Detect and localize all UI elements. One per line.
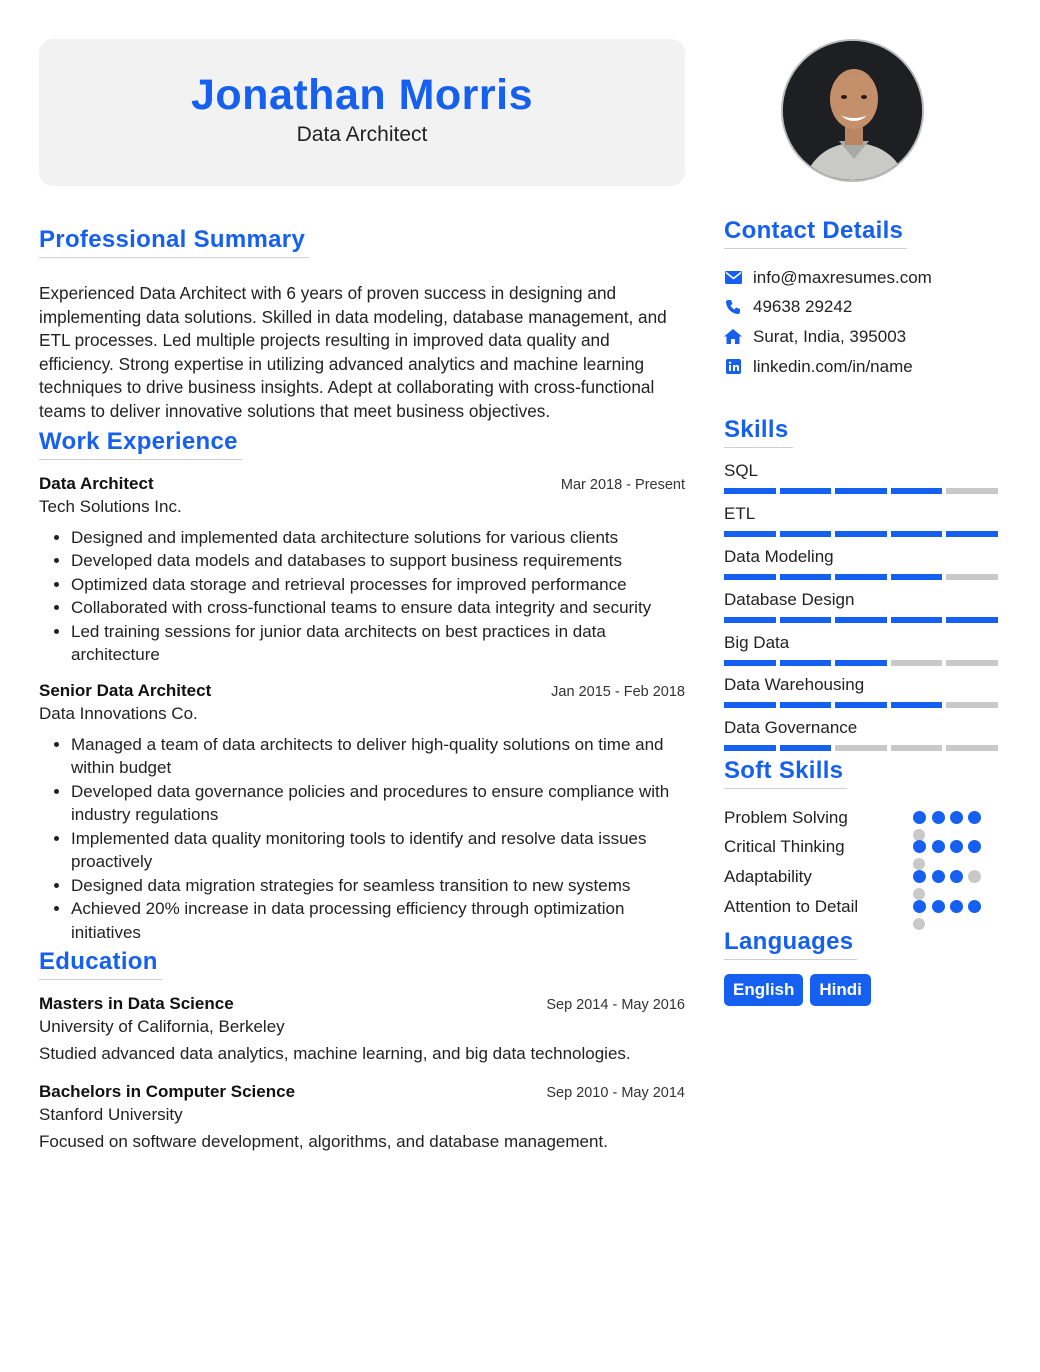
job-entry <box>39 681 685 945</box>
sidebar-column <box>724 39 1000 1006</box>
job-role: Senior Data Architect <box>39 680 212 700</box>
job-bullet: • Designed and implemented data architecture solutions for various clients <box>71 526 685 550</box>
job-bullet: • Designed data migration strategies for seamless transition to new systems <box>71 874 685 898</box>
skill-bar-segment-filled <box>946 531 998 537</box>
candidate-title: Data Architect <box>296 123 428 146</box>
skill-bar-segment-filled <box>780 745 832 751</box>
soft-skill-item <box>724 833 1000 863</box>
job-bullet: • Collaborated with cross-functional teams to ensure data integrity and security <box>71 596 685 620</box>
envelope-icon <box>724 269 742 287</box>
rating-dot-filled <box>968 900 981 913</box>
skill-bar-segment-filled <box>780 702 832 708</box>
job-dates: Jan 2015 - Feb 2018 <box>551 683 685 700</box>
skill-bar-segment-filled <box>724 488 776 494</box>
languages-heading: Languages <box>724 928 857 960</box>
job-bullet: • Developed data models and databases to support business requirements <box>71 549 685 573</box>
skill-item <box>724 589 1000 632</box>
summary-section <box>39 226 685 424</box>
contact-email-text: info@maxresumes.com <box>753 267 932 287</box>
skill-bar-segment-empty <box>946 660 998 666</box>
home-icon <box>724 328 742 346</box>
soft-skill-item <box>724 892 1000 922</box>
skills-section <box>724 416 1000 760</box>
language-badge: English <box>724 974 803 1006</box>
skill-bar-segment-filled <box>835 531 887 537</box>
skill-label: Data Modeling <box>724 546 834 566</box>
contact-linkedin-text: linkedin.com/in/name <box>753 356 913 376</box>
soft-skill-item <box>724 862 1000 892</box>
skill-label: Database Design <box>724 589 855 609</box>
soft-skill-label: Problem Solving <box>724 807 848 827</box>
main-column <box>39 39 685 1152</box>
education-entry <box>39 1082 685 1152</box>
soft-skill-rating <box>913 900 993 914</box>
skill-item <box>724 674 1000 717</box>
skill-bar-segment-filled <box>835 574 887 580</box>
skill-bar-segment-filled <box>835 702 887 708</box>
skill-bar-segment-empty <box>891 745 943 751</box>
skill-bar-segment-filled <box>780 574 832 580</box>
skill-item <box>724 717 1000 760</box>
contact-phone-text: 49638 29242 <box>753 297 853 317</box>
education-heading: Education <box>39 948 162 980</box>
soft-skill-label: Attention to Detail <box>724 896 859 916</box>
rating-dot-filled <box>968 811 981 824</box>
contact-section <box>724 217 1000 381</box>
skill-level-bar <box>724 488 1000 494</box>
skills-heading: Skills <box>724 416 793 448</box>
rating-dot-filled <box>968 840 981 853</box>
education-dates: Sep 2010 - May 2014 <box>546 1085 685 1102</box>
skill-level-bar <box>724 617 1000 623</box>
rating-dot-filled <box>913 840 926 853</box>
profile-photo-illustration <box>783 41 924 182</box>
language-badge: Hindi <box>810 974 871 1006</box>
education-degree: Bachelors in Computer Science <box>39 1082 296 1102</box>
skill-bar-segment-filled <box>780 617 832 623</box>
skill-bar-segment-empty <box>946 745 998 751</box>
skill-label: Data Warehousing <box>724 675 865 695</box>
rating-dot-filled <box>950 811 963 824</box>
skill-bar-segment-filled <box>946 617 998 623</box>
skill-level-bar <box>724 702 1000 708</box>
rating-dot-filled <box>913 870 926 883</box>
languages-section <box>724 928 1000 1006</box>
skill-bar-segment-filled <box>891 702 943 708</box>
summary-heading: Professional Summary <box>39 226 309 258</box>
soft-skills-section <box>724 757 1000 922</box>
experience-heading: Work Experience <box>39 428 242 460</box>
skill-bar-segment-filled <box>891 488 943 494</box>
rating-dot-filled <box>950 840 963 853</box>
education-entry <box>39 994 685 1064</box>
rating-dot-filled <box>932 870 945 883</box>
rating-dot-filled <box>932 811 945 824</box>
education-description: Focused on software development, algorithms, and database management. <box>39 1132 608 1152</box>
job-company: Tech Solutions Inc. <box>39 496 182 516</box>
soft-skill-rating <box>913 870 993 884</box>
skills-list <box>724 460 1000 760</box>
soft-skill-label: Critical Thinking <box>724 837 845 857</box>
soft-skills-heading: Soft Skills <box>724 757 847 789</box>
skill-level-bar <box>724 531 1000 537</box>
skill-level-bar <box>724 660 1000 666</box>
job-company: Data Innovations Co. <box>39 703 198 723</box>
job-bullet: • Implemented data quality monitoring tools to identify and resolve data issues proactively <box>71 827 685 874</box>
job-dates: Mar 2018 - Present <box>560 476 685 493</box>
rating-dot-empty <box>913 829 925 841</box>
job-bullet: • Achieved 20% increase in data processing efficiency through optimization initiatives <box>71 897 685 944</box>
languages-list <box>724 974 1000 1006</box>
soft-skill-rating <box>913 840 993 854</box>
linkedin-icon <box>724 358 742 376</box>
skill-bar-segment-filled <box>780 531 832 537</box>
skill-item <box>724 546 1000 589</box>
job-bullet: • Led training sessions for junior data architects on best practices in data architecture <box>71 620 685 667</box>
soft-skill-rating <box>913 811 993 825</box>
contact-email[interactable] <box>724 263 1000 293</box>
skill-bar-segment-empty <box>835 745 887 751</box>
skill-label: Data Governance <box>724 718 858 738</box>
skill-bar-segment-filled <box>835 660 887 666</box>
rating-dot-empty <box>968 870 981 883</box>
skill-bar-segment-filled <box>724 574 776 580</box>
skill-bar-segment-filled <box>835 488 887 494</box>
skill-level-bar <box>724 745 1000 751</box>
soft-skill-item <box>724 803 1000 833</box>
skill-bar-segment-empty <box>891 660 943 666</box>
skill-bar-segment-filled <box>835 617 887 623</box>
rating-dot-filled <box>950 870 963 883</box>
skill-bar-segment-filled <box>780 660 832 666</box>
phone-icon <box>724 298 742 316</box>
skill-bar-segment-filled <box>724 702 776 708</box>
rating-dot-filled <box>913 811 926 824</box>
job-bullets <box>39 733 685 945</box>
soft-skill-label: Adaptability <box>724 867 812 887</box>
skill-item <box>724 632 1000 675</box>
rating-dot-filled <box>932 840 945 853</box>
skill-bar-segment-filled <box>724 617 776 623</box>
skill-bar-segment-filled <box>724 531 776 537</box>
education-section <box>39 948 685 1152</box>
skill-bar-segment-filled <box>780 488 832 494</box>
skill-label: Big Data <box>724 632 790 652</box>
rating-dot-filled <box>913 900 926 913</box>
job-bullet: • Managed a team of data architects to deliver high-quality solutions on time and within budget <box>71 733 685 780</box>
contact-heading: Contact Details <box>724 217 907 249</box>
education-description: Studied advanced data analytics, machine learning, and big data technologies. <box>39 1044 631 1064</box>
skill-label: ETL <box>724 504 756 524</box>
skill-bar-segment-filled <box>891 531 943 537</box>
job-bullet: • Developed data governance policies and procedures to ensure compliance with industry regulations <box>71 780 685 827</box>
skill-bar-segment-filled <box>724 745 776 751</box>
skill-bar-segment-filled <box>891 617 943 623</box>
contact-address-text: Surat, India, 395003 <box>753 326 907 346</box>
contact-phone[interactable] <box>724 293 1000 323</box>
skill-bar-segment-empty <box>946 488 998 494</box>
skill-bar-segment-empty <box>946 574 998 580</box>
job-entry <box>39 474 685 667</box>
education-dates: Sep 2014 - May 2016 <box>546 997 685 1014</box>
skill-bar-segment-filled <box>891 574 943 580</box>
rating-dot-empty <box>913 918 925 930</box>
summary-text: Experienced Data Architect with 6 years of proven success in designing and implementing data solutions. Skilled in data modeling, database management, and ETL processes. Led multiple projects resulting in improved data quality and efficiency. Strong expertise in utilizing advanced analytics and machine learning techniques to drive business insights. Adept at collaborating with cross-functional teams to deliver innovative solutions that meet business objectives. <box>39 283 667 421</box>
header-banner <box>39 39 685 186</box>
profile-photo <box>781 39 924 182</box>
experience-section <box>39 428 685 945</box>
job-role: Data Architect <box>39 473 154 493</box>
candidate-name: Jonathan Morris <box>191 71 533 119</box>
rating-dot-filled <box>932 900 945 913</box>
rating-dot-filled <box>950 900 963 913</box>
skill-bar-segment-filled <box>724 660 776 666</box>
contact-address <box>724 322 1000 352</box>
skill-level-bar <box>724 574 1000 580</box>
contact-linkedin[interactable] <box>724 352 1000 382</box>
education-degree: Masters in Data Science <box>39 994 234 1014</box>
skill-item <box>724 460 1000 503</box>
job-bullets <box>39 526 685 667</box>
skill-bar-segment-empty <box>946 702 998 708</box>
skill-label: SQL <box>724 461 759 481</box>
soft-skills-list <box>724 803 1000 922</box>
skill-item <box>724 503 1000 546</box>
job-bullet: • Optimized data storage and retrieval processes for improved performance <box>71 573 685 597</box>
education-school: University of California, Berkeley <box>39 1017 285 1037</box>
education-school: Stanford University <box>39 1105 183 1125</box>
